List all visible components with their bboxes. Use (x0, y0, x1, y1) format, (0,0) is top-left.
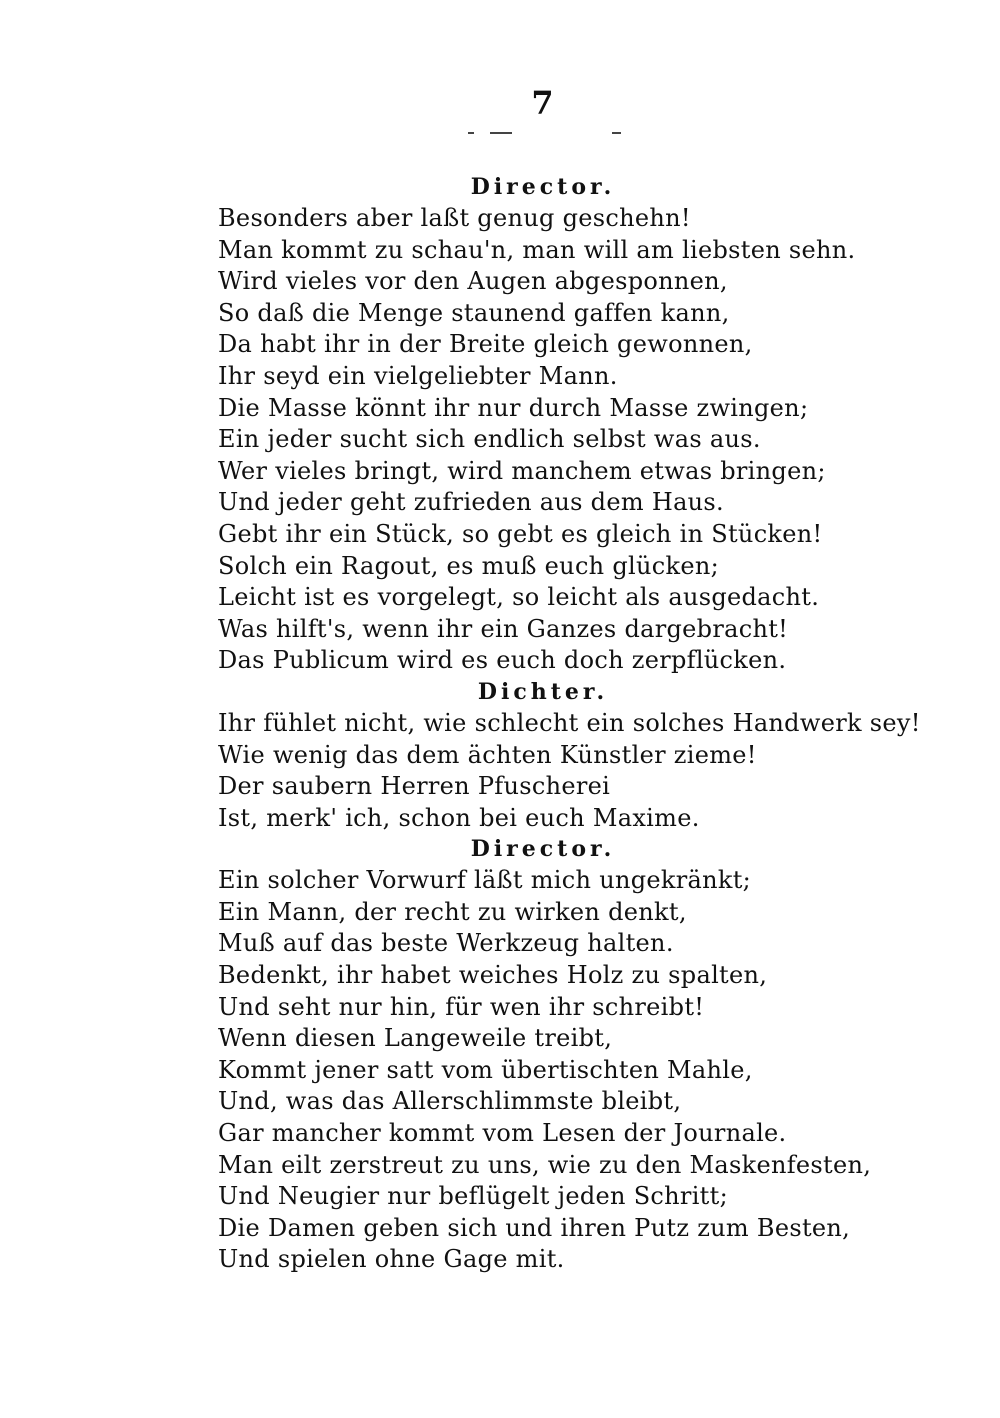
verse-line: Was hilft's, wenn ihr ein Ganzes dargebracht! (218, 614, 789, 643)
verse-line: Solch ein Ragout, es muß euch glücken; (218, 551, 719, 580)
verse-line: Und spielen ohne Gage mit. (218, 1245, 565, 1274)
verse-line: Ihr fühlet nicht, wie schlecht ein solches Handwerk sey! (218, 708, 921, 737)
verse-line: Ein solcher Vorwurf läßt mich ungekränkt; (218, 866, 752, 895)
page-number: 7 (531, 84, 554, 122)
verse-line: Und, was das Allerschlimmste bleibt, (218, 1087, 682, 1116)
verse-line: Muß auf das beste Werkzeug halten. (218, 929, 674, 958)
verse-line: Leicht ist es vorgelegt, so leicht als ausgedacht. (218, 583, 820, 612)
verse-line: Und seht nur hin, für wen ihr schreibt! (218, 992, 705, 1021)
header-rule-right (612, 132, 621, 134)
verse-line: Man eilt zerstreut zu uns, wie zu den Maskenfesten, (218, 1150, 872, 1179)
verse-line: Ein Mann, der recht zu wirken denkt, (218, 897, 687, 926)
verse-text (218, 172, 921, 1276)
verse-line: Gebt ihr ein Stück, so gebt es gleich in Stücken! (218, 519, 823, 548)
verse-line: Und jeder geht zufrieden aus dem Haus. (218, 488, 724, 517)
verse-line: Ist, merk' ich, schon bei euch Maxime. (218, 803, 700, 832)
verse-line: So daß die Menge staunend gaffen kann, (218, 298, 730, 327)
verse-line: Da habt ihr in der Breite gleich gewonnen, (218, 330, 753, 359)
verse-line: Die Masse könnt ihr nur durch Masse zwingen; (218, 393, 809, 422)
verse-line: Das Publicum wird es euch doch zerpflücken. (218, 646, 787, 675)
verse-line: Und Neugier nur beflügelt jeden Schritt; (218, 1182, 728, 1211)
speaker-heading: Director. (470, 174, 616, 200)
verse-line: Ein jeder sucht sich endlich selbst was aus. (218, 425, 761, 454)
header-rule-left (468, 132, 474, 134)
speaker-heading: Dichter. (477, 678, 609, 705)
verse-line: Kommt jener satt vom übertischten Mahle, (218, 1055, 753, 1084)
speaker-heading: Director. (470, 836, 616, 863)
header-rule-middle (490, 132, 512, 134)
verse-line: Gar mancher kommt vom Lesen der Journale. (218, 1119, 787, 1148)
verse-line: Wird vieles vor den Augen abgesponnen, (218, 267, 728, 296)
verse-line: Wer vieles bringt, wird manchem etwas bringen; (218, 456, 826, 485)
verse-line: Wenn diesen Langeweile treibt, (218, 1024, 613, 1053)
verse-line: Bedenkt, ihr habet weiches Holz zu spalten, (218, 961, 768, 990)
verse-line: Besonders aber laßt genug geschehn! (218, 204, 691, 232)
verse-line: Die Damen geben sich und ihren Putz zum Besten, (218, 1213, 851, 1242)
verse-line: Der saubern Herren Pfuscherei (218, 772, 611, 801)
verse-line: Man kommt zu schau'n, man will am liebsten sehn. (218, 235, 856, 264)
verse-line: Wie wenig das dem ächten Künstler zieme! (218, 740, 757, 769)
verse-line: Ihr seyd ein vielgeliebter Mann. (218, 361, 618, 390)
